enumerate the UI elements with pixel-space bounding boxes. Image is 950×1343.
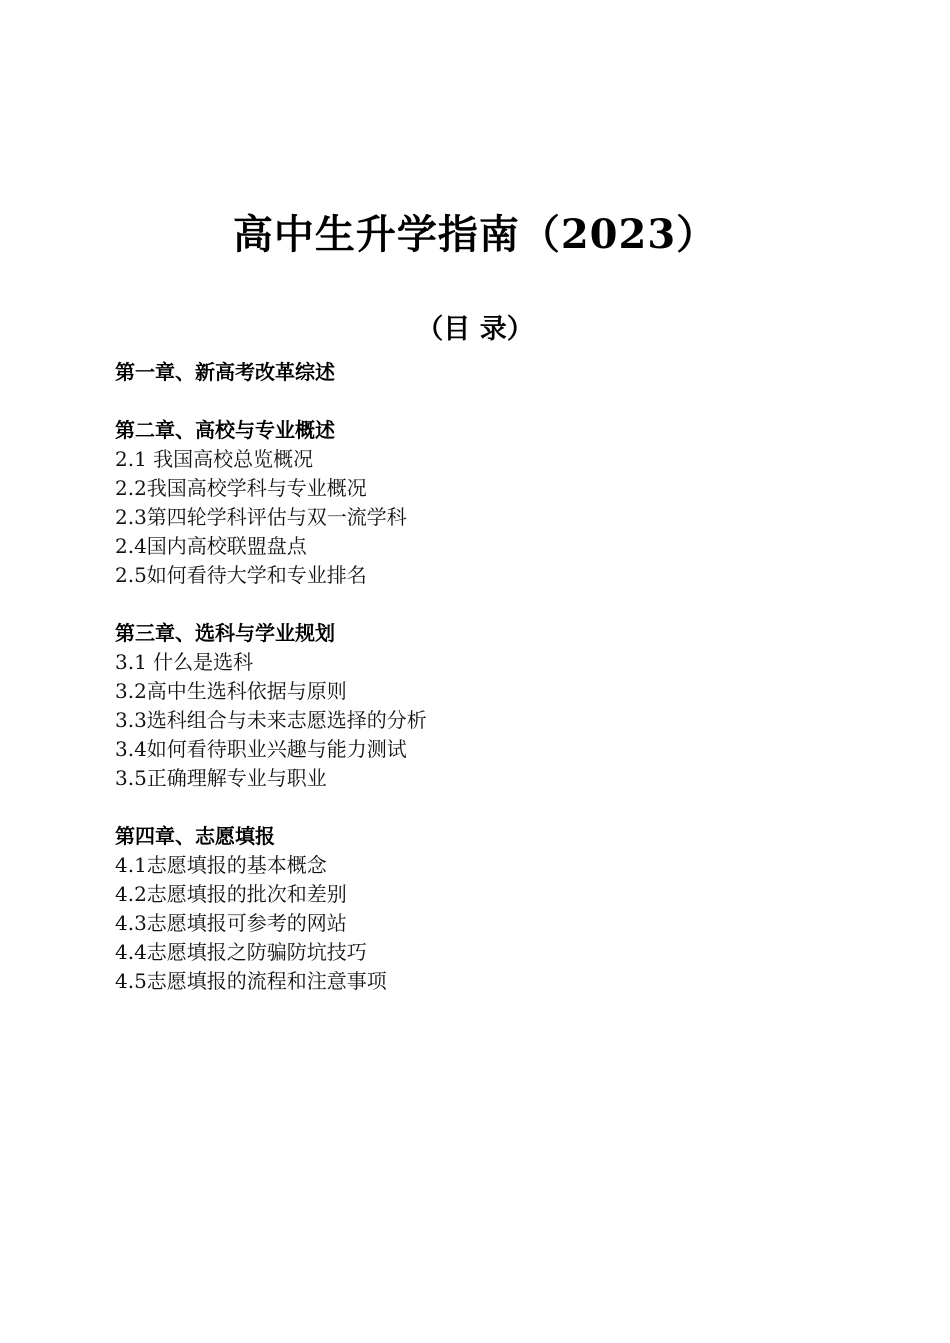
toc-section: 2.1 我国高校总览概况 xyxy=(115,447,314,471)
chapter-title: 第一章、新高考改革综述 xyxy=(115,360,335,384)
document-title: 高中生升学指南（2023） xyxy=(232,211,718,258)
toc-section: 3.3选科组合与未来志愿选择的分析 xyxy=(115,708,427,732)
toc-section: 4.3志愿填报可参考的网站 xyxy=(115,911,347,935)
table-of-contents xyxy=(115,358,835,1025)
chapter-title: 第三章、选科与学业规划 xyxy=(115,621,335,645)
chapter-title: 第四章、志愿填报 xyxy=(115,824,275,848)
toc-chapter-2 xyxy=(115,416,835,590)
toc-chapter-3 xyxy=(115,619,835,793)
toc-section: 2.5如何看待大学和专业排名 xyxy=(115,563,367,587)
chapter-title: 第二章、高校与专业概述 xyxy=(115,418,335,442)
toc-section: 2.4国内高校联盟盘点 xyxy=(115,534,307,558)
toc-heading: （目 录） xyxy=(416,314,534,345)
toc-section: 3.4如何看待职业兴趣与能力测试 xyxy=(115,737,407,761)
toc-section: 4.1志愿填报的基本概念 xyxy=(115,853,327,877)
toc-section: 4.2志愿填报的批次和差别 xyxy=(115,882,347,906)
toc-section: 3.5正确理解专业与职业 xyxy=(115,766,327,790)
toc-section: 4.4志愿填报之防骗防坑技巧 xyxy=(115,940,367,964)
toc-chapter-4 xyxy=(115,822,835,996)
toc-section: 3.1 什么是选科 xyxy=(115,650,254,674)
toc-section: 2.2我国高校学科与专业概况 xyxy=(115,476,367,500)
toc-section: 4.5志愿填报的流程和注意事项 xyxy=(115,969,387,993)
toc-section: 2.3第四轮学科评估与双一流学科 xyxy=(115,505,407,529)
toc-section: 3.2高中生选科依据与原则 xyxy=(115,679,347,703)
toc-chapter-1 xyxy=(115,358,835,387)
